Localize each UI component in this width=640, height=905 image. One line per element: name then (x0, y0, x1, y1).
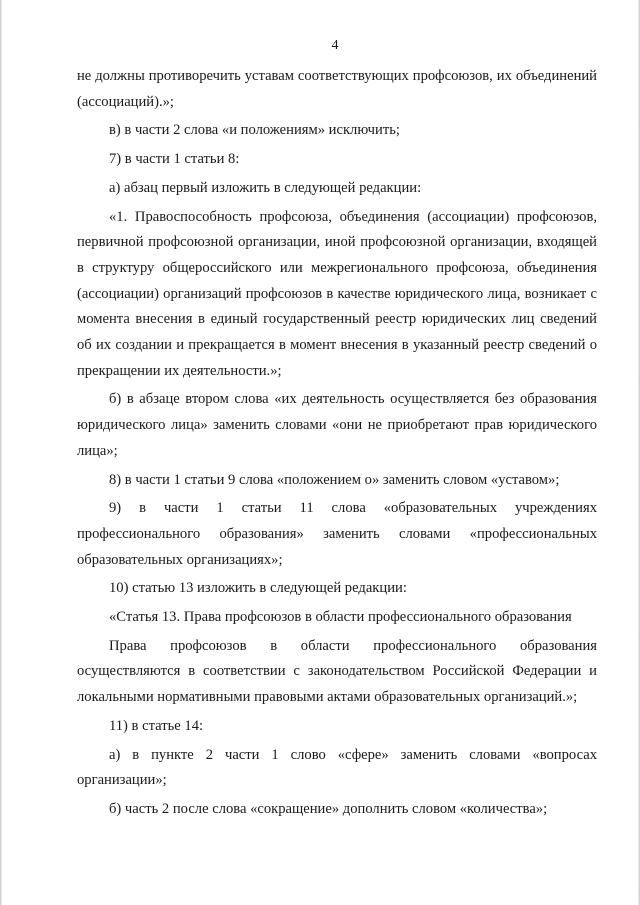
paragraph-quote-article-8: «1. Правоспособность профсоюза, объединения (ассоциации) профсоюзов, первичной профсоюзной организации, иной профсоюзной организации, входящей в структуру общероссийского или межрегионального профсоюза, объединения (ассоциации) организаций профсоюзов в качестве юридического лица, возникает с момента внесения в единый государственный реестр юридических лиц сведений об их создании и прекращается в момент внесения в указанный реестр сведений о прекращении их деятельности.»; (77, 208, 597, 379)
paragraph-item-11a: а) в пункте 2 части 1 слово «сфере» заменить словами «вопросах организации»; (77, 746, 597, 789)
paragraph-item-10: 10) статью 13 изложить в следующей редакции: (109, 580, 407, 597)
paragraph-continuation: не должны противоречить уставам соответствующих профсоюзов, их объединений (ассоциаций).»; (77, 68, 597, 110)
paragraph-item-9: 9) в части 1 статьи 11 слова «образовательных учреждениях профессионального образования» заменить словами «профессиональных образовательных организациях»; (77, 500, 597, 568)
paragraph-item-7a: а) абзац первый изложить в следующей редакции: (109, 179, 422, 196)
page-edge-left (0, 0, 2, 905)
paragraph-item-11: 11) в статье 14: (109, 717, 204, 734)
paragraph-item-8: 8) в части 1 статьи 9 слова «положением о» заменить словом «уставом»; (109, 471, 560, 488)
document-body (77, 64, 597, 823)
page-number: 4 (331, 38, 339, 53)
paragraph-item-7: 7) в части 1 статьи 8: (109, 151, 240, 168)
paragraph-article-13-title: «Статья 13. Права профсоюзов в области профессионального образования (109, 609, 572, 626)
paragraph-article-13-text: Права профсоюзов в области профессионального образования осуществляются в соответствии с законодательством Российской Федерации и локальными нормативными правовыми актами образовательных организаций.»; (77, 637, 597, 706)
paragraph-item-11b: б) часть 2 после слова «сокращение» дополнить словом «количества»; (109, 800, 548, 817)
paragraph-item-v: в) в части 2 слова «и положениям» исключить; (109, 122, 400, 139)
paragraph-item-7b: б) в абзаце втором слова «их деятельность осуществляется без образования юридического лица» заменить словами «они не приобретают прав юридического лица»; (77, 391, 597, 459)
